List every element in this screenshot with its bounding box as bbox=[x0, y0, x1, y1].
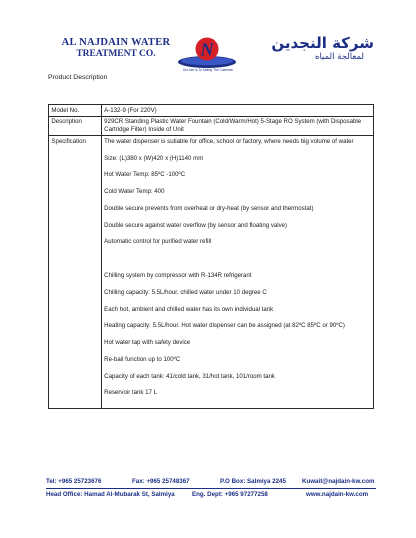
model-value: A-132-9 (For 220V) bbox=[101, 105, 373, 117]
spec-item: Double secure against water overflow (by sensor and floating valve) bbox=[104, 221, 288, 229]
product-spec-table bbox=[48, 104, 374, 409]
footer-contact bbox=[46, 478, 376, 501]
spec-item: Each hot, ambient and chilled water has its own individual tank bbox=[104, 305, 274, 313]
product-description-heading: Product Description bbox=[48, 74, 108, 81]
specification-label: Specification bbox=[49, 136, 102, 409]
spec-item: Hot Water Temp: 85ºC -100ºC bbox=[104, 171, 186, 179]
spec-item: Chilling capacity: 5.5L/hour, chilled water under 10 degree C bbox=[104, 288, 267, 296]
table-row-model bbox=[49, 105, 374, 117]
table-row-specification bbox=[49, 136, 374, 409]
footer-email[interactable]: Kuwait@najdain-kw.com bbox=[302, 478, 375, 485]
footer-row-1 bbox=[46, 478, 376, 488]
svg-text:N: N bbox=[200, 39, 214, 60]
specification-list bbox=[104, 138, 370, 397]
model-label: Model No. bbox=[49, 105, 102, 117]
spec-item: Re-bail function up to 100ºC bbox=[104, 355, 181, 363]
arabic-name-line2: لمعالجة المياه bbox=[314, 52, 364, 62]
logo-tagline: Our Aim Is To Satisfy The Customer bbox=[182, 68, 234, 72]
spec-item: The water dispenser is sutiable for office, school or factory, where needs big volume of water bbox=[104, 137, 354, 145]
company-name-arabic bbox=[262, 35, 374, 63]
footer-head-office: Head Office: Hamad Al-Mubarak St, Salmiya bbox=[46, 491, 175, 498]
spec-item: Automatic control for purified water refill bbox=[104, 238, 212, 246]
footer-po-box: P.O Box: Salmiya 2245 bbox=[220, 478, 286, 485]
footer-eng-dept: Eng. Dept: +965 97277258 bbox=[192, 491, 268, 498]
table-row-description bbox=[49, 116, 374, 135]
spec-item: Chilling system by compressor with R-134R refrigerant bbox=[104, 272, 252, 279]
footer-tel: Tel: +965 25723676 bbox=[46, 478, 102, 485]
spec-item: Heating capacity: 5.5L/hour. Hot water dispenser can be assigned (at 82ºC 85ºC or 90ºC) bbox=[104, 322, 345, 330]
description-value: 929CR Standing Plastic Water Fountain (Cold/Warm/Hot) 5-Stage RO System (with Disposable Cartridge Filter) Inside of Unit bbox=[101, 116, 373, 135]
spec-item: Double secure prevents from overheat or dry-heat (by sensor and thermostat) bbox=[104, 204, 314, 212]
spec-item: Reservoir tank 17 L bbox=[104, 389, 158, 397]
company-name-line1: AL NAJDAIN WATER bbox=[61, 37, 171, 48]
spec-item: Hot water tap with safety device bbox=[104, 339, 191, 347]
company-name-line2: TREATMENT CO. bbox=[76, 49, 156, 59]
footer-fax: Fax: +965 25748367 bbox=[132, 478, 190, 485]
specification-value bbox=[101, 136, 373, 409]
spec-item: Size: (L)380 x (W)420 x (H)1140 mm bbox=[104, 154, 204, 162]
footer-row-2 bbox=[46, 491, 376, 501]
spec-item: Capacity of each tank: 41/cold tank, 31/hot tank, 101/room tank bbox=[104, 372, 275, 380]
company-name-english bbox=[56, 37, 176, 60]
description-label: Description bbox=[49, 116, 102, 135]
spec-item: Cold Water Temp: 400 bbox=[104, 188, 165, 196]
arabic-name-line1: شركة النجدين bbox=[271, 34, 374, 52]
letterhead bbox=[0, 0, 416, 72]
spec-item bbox=[104, 255, 370, 263]
footer-website[interactable]: www.najdain-kw.com bbox=[306, 491, 369, 498]
